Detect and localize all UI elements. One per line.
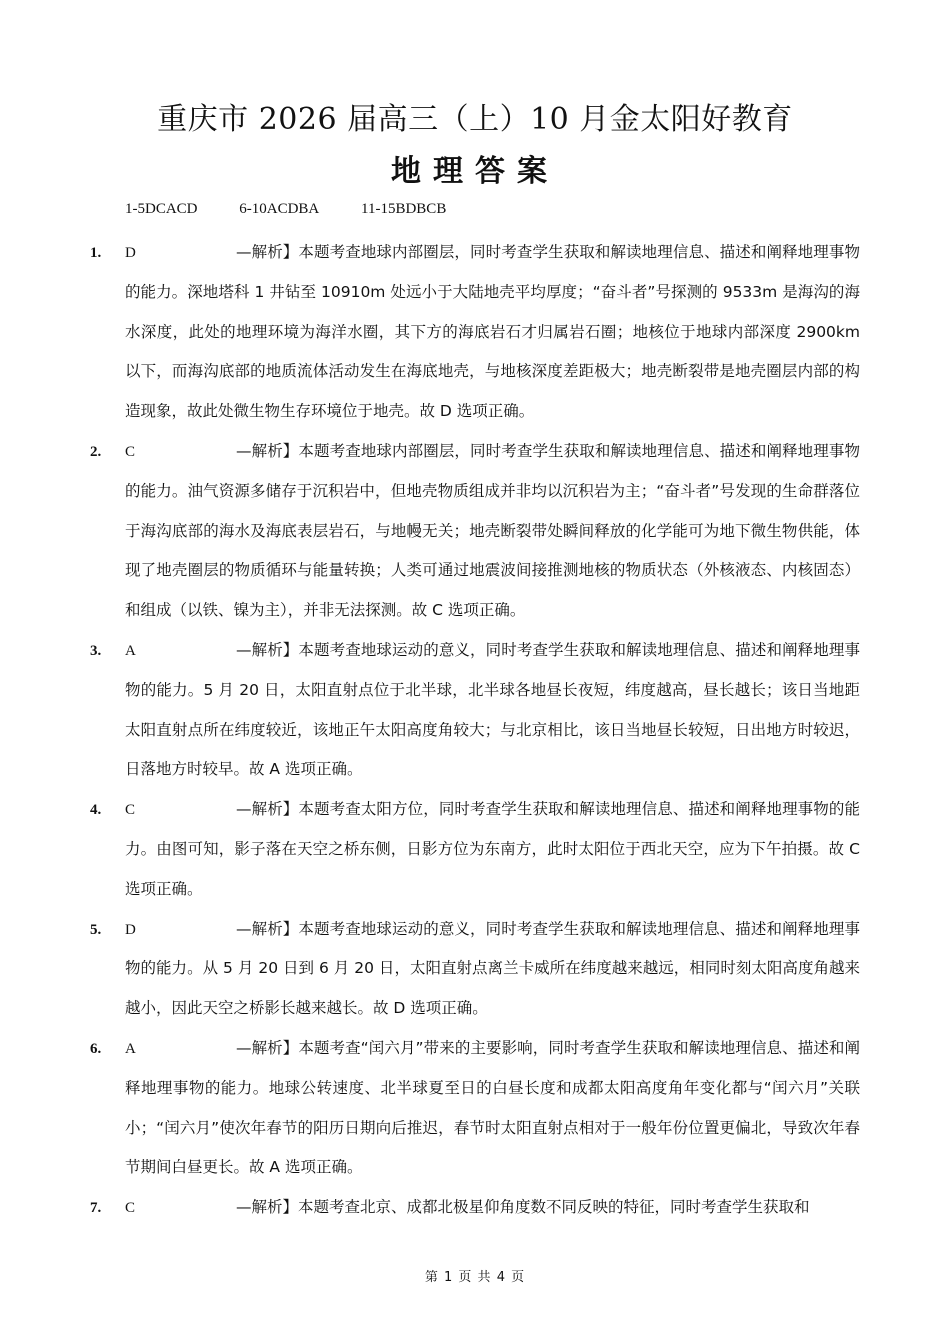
item-number: 1. — [90, 245, 102, 261]
item-answer: A — [125, 1040, 136, 1057]
answer-key-group: 1-5DCACD — [125, 201, 198, 217]
item-explanation: —解析】本题考查“闰六月”带来的主要影响，同时考查学生获取和解读地理信息、描述和阐释地理事物的能力。地球公转速度、北半球夏至日的白昼长度和成都太阳高度角年变化都与“闰六月”关联小；“闰六月”使次年春节的阳历日期向后推迟，春节时太阳直射点相对于一般年份位置更偏北，导致次年春节期间白昼更长。故 A 选项正确。 — [125, 1038, 860, 1177]
item-answer: A — [125, 642, 136, 659]
item-number: 3. — [90, 642, 102, 659]
answer-key-group: 11-15BDBCB — [361, 201, 447, 217]
answer-item — [90, 233, 860, 432]
item-number: 4. — [90, 802, 102, 819]
answer-list — [90, 233, 860, 1228]
item-explanation: —解析】本题考查地球内部圈层，同时考查学生获取和解读地理信息、描述和阐释地理事物的能力。油气资源多储存于沉积岩中，但地壳物质组成并非均以沉积岩为主；“奋斗者”号发现的生命群落位于海沟底部的海水及海底表层岩石，与地幔无关；地壳断裂带处瞬间释放的化学能可为地下微生物供能，体现了地壳圈层的物质循环与能量转换；人类可通过地震波间接推测地核的物质状态（外核液态、内核固态）和组成（以铁、镍为主），并非无法探测。故 C 选项正确。 — [125, 441, 860, 620]
answer-key — [125, 201, 484, 218]
item-explanation: —解析】本题考查地球内部圈层，同时考查学生获取和解读地理信息、描述和阐释地理事物的能力。深地塔科 1 井钻至 10910m 处远小于大陆地壳平均厚度；“奋斗者”号探测的 9533m 是海沟的海水深度，此处的地理环境为海洋水圈，其下方的海底岩石才归属岩石圈；地核位于地球内部深度 2900km 以下，而海沟底部的地质流体活动发生在海底地壳，与地核深度差距极大；地壳断裂带是地壳圈层内部的构造现象，故此处微生物生存环境位于地壳。故 D 选项正确。 — [125, 243, 860, 421]
item-explanation: —解析】本题考查地球运动的意义，同时考查学生获取和解读地理信息、描述和阐释地理事物的能力。5 月 20 日，太阳直射点位于北半球，北半球各地昼长夜短，纬度越高，昼长越长；该日当地距太阳直射点所在纬度较近，该地正午太阳高度角较大；与北京相比，该日当地昼长较短，日出地方时较迟，日落地方时较早。故 A 选项正确。 — [125, 640, 860, 779]
answer-item — [90, 1188, 860, 1228]
item-number: 2. — [90, 443, 102, 460]
answer-item — [90, 631, 860, 790]
document-subtitle: 地理答案 — [391, 154, 559, 189]
answer-item — [90, 910, 860, 1029]
item-explanation: —解析】本题考查太阳方位，同时考查学生获取和解读地理信息、描述和阐释地理事物的能力。由图可知，影子落在天空之桥东侧，日影方位为东南方，此时太阳位于西北天空，应为下午拍摄。故 C 选项正确。 — [125, 800, 860, 898]
answer-key-group: 6-10ACDBA — [239, 201, 320, 217]
answer-item — [90, 1029, 860, 1188]
document-title: 重庆市 2026 届高三（上）10 月金太阳好教育 — [157, 102, 793, 137]
item-explanation: —解析】本题考查地球运动的意义，同时考查学生获取和解读地理信息、描述和阐释地理事物的能力。从 5 月 20 日到 6 月 20 日，太阳直射点离兰卡威所在纬度越来越远，相同时刻太阳高度角越来越小，因此天空之桥影长越来越长。故 D 选项正确。 — [125, 919, 860, 1018]
item-number: 7. — [90, 1200, 102, 1217]
item-answer: C — [125, 443, 136, 460]
item-number: 6. — [90, 1040, 102, 1057]
item-answer: D — [125, 245, 136, 261]
answer-item — [90, 790, 860, 909]
item-number: 5. — [90, 921, 102, 938]
item-explanation: —解析】本题考查北京、成都北极星仰角度数不同反映的特征，同时考查学生获取和 — [236, 1198, 810, 1217]
item-answer: D — [125, 921, 136, 938]
answer-item — [90, 432, 860, 631]
item-answer: C — [125, 802, 136, 819]
page-footer: 第 1 页 共 4 页 — [424, 1270, 526, 1285]
item-answer: C — [125, 1200, 136, 1217]
